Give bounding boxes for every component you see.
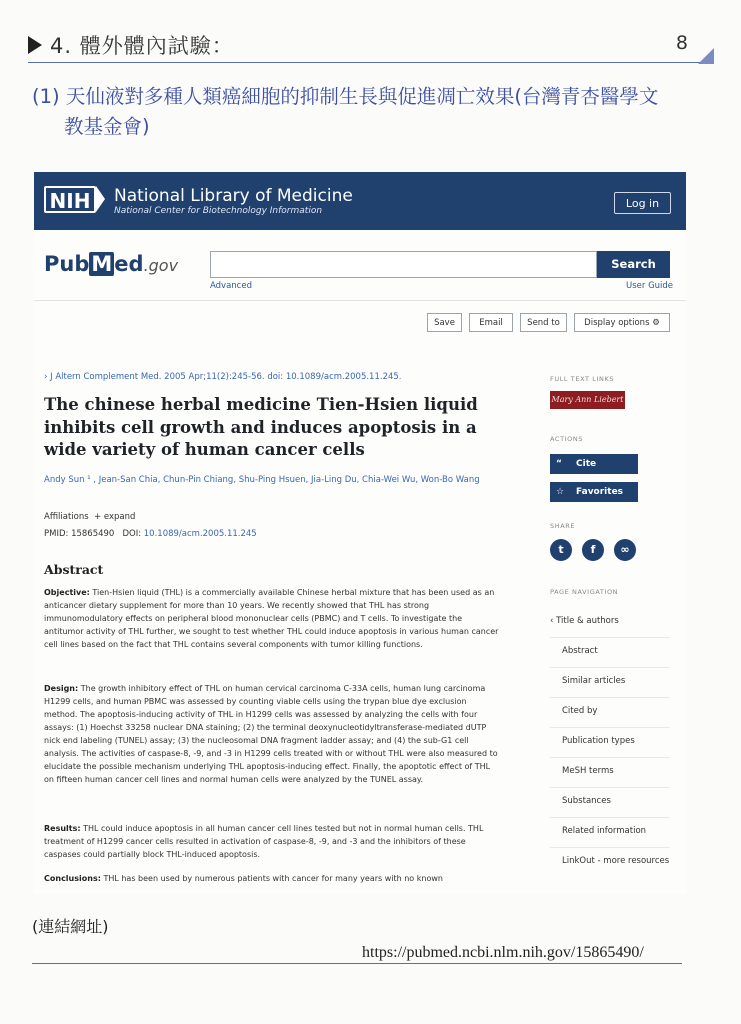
pubmed-logo[interactable] <box>44 252 178 276</box>
pmid: PMID: 15865490 <box>44 529 115 539</box>
nav-item-label: Publication types <box>562 736 635 746</box>
send-to-button[interactable]: Send to <box>520 313 567 332</box>
objective-text: Tien-Hsien liquid (THL) is a commercially available Chinese herbal mixture that has been used as an anticancer dietary supplement for more than 10 years. We recently showed that THL has strong immunomodulatory effects on peripheral blood mononuclear cells (PBMC) and T cells. To investigate the antitumor activity of THL further, we sought to test whether THL could induce apoptosis in various human cancer cell lines based on the fact that THL contains several components with tumor killing functions. <box>44 588 499 649</box>
header-corner-decoration <box>698 48 714 64</box>
nav-item-linkout[interactable] <box>550 848 670 888</box>
design-label: Design: <box>44 684 79 693</box>
results-text: THL could induce apoptosis in all human cancer cell lines tested but not in normal human cells. THL treatment of H1299 cancer cells resulted in activation of caspase-8, -9, and -3 and the inhibitors of these caspases could partially block THL-induced apoptosis. <box>44 824 484 859</box>
abstract-objective <box>44 586 502 651</box>
conclusions-label: Conclusions: <box>44 874 101 883</box>
quote-icon: “ <box>556 459 562 469</box>
pubmed-logo-ed: ed <box>114 252 144 276</box>
gear-icon: ⚙ <box>652 318 660 328</box>
footer-divider <box>32 963 682 964</box>
affiliations-label: Affiliations <box>44 512 89 522</box>
conclusions-text: THL has been used by numerous patients with cancer for many years with no known <box>103 874 443 883</box>
pubmed-logo-gov: .gov <box>143 256 179 275</box>
share-label: SHARE <box>550 522 576 530</box>
pubmed-screenshot <box>34 172 686 894</box>
search-button[interactable]: Search <box>597 251 670 278</box>
nav-item-abstract[interactable] <box>550 638 670 668</box>
journal-citation-text: J Altern Complement Med. 2005 Apr;11(2):245-56. doi: 10.1089/acm.2005.11.245. <box>50 372 402 382</box>
favorites-label: Favorites <box>576 487 624 497</box>
advanced-search-link[interactable]: Advanced <box>210 281 252 291</box>
nav-item-label: Title & authors <box>556 616 619 626</box>
nih-logo[interactable]: NIH <box>44 186 96 213</box>
nav-item-publication-types[interactable] <box>550 728 670 758</box>
expand-affiliations-link[interactable]: + expand <box>94 512 136 522</box>
cite-label: Cite <box>576 459 597 469</box>
chevron-right-icon: › <box>44 372 48 382</box>
search-input[interactable] <box>210 251 597 278</box>
page-navigation <box>550 608 670 888</box>
page-navigation-label: PAGE NAVIGATION <box>550 588 619 596</box>
results-label: Results: <box>44 824 81 833</box>
email-button[interactable]: Email <box>469 313 513 332</box>
save-button[interactable]: Save <box>427 313 462 332</box>
divider <box>34 300 686 301</box>
display-options-button[interactable] <box>574 313 670 332</box>
nav-item-label: MeSH terms <box>562 766 614 776</box>
nih-logo-arrow-icon <box>96 186 105 212</box>
cite-button[interactable] <box>550 454 638 474</box>
nav-item-cited-by[interactable] <box>550 698 670 728</box>
author-list[interactable]: Andy Sun ¹ , Jean-San Chia, Chun-Pin Chiang, Shu-Ping Hsuen, Jia-Ling Du, Chia-Wei Wu, Won-Bo Wang <box>44 475 480 485</box>
login-button[interactable]: Log in <box>614 192 671 214</box>
subtitle-line-1: (1) 天仙液對多種人類癌細胞的抑制生長與促進凋亡效果(台灣青杏醫學文 <box>32 85 659 108</box>
user-guide-link[interactable]: User Guide <box>626 281 674 291</box>
nav-item-label: Cited by <box>562 706 598 716</box>
objective-label: Objective: <box>44 588 90 597</box>
nav-item-similar-articles[interactable] <box>550 668 670 698</box>
journal-citation[interactable] <box>44 372 402 382</box>
doi-label: DOI: <box>122 529 144 539</box>
publisher-full-text-link[interactable]: Mary Ann Liebert <box>550 391 625 409</box>
source-url[interactable]: https://pubmed.ncbi.nlm.nih.gov/15865490/ <box>362 944 644 961</box>
nav-item-label: Similar articles <box>562 676 626 686</box>
doi-link[interactable]: 10.1089/acm.2005.11.245 <box>143 529 257 539</box>
page-header <box>28 30 714 64</box>
article-title: The chinese herbal medicine Tien-Hsien liquid inhibits cell growth and induces apoptosis in a wide variety of human cancer cells <box>44 395 478 459</box>
nav-item-title-authors[interactable] <box>550 608 670 638</box>
nav-item-substances[interactable] <box>550 788 670 818</box>
nav-item-label: Substances <box>562 796 611 806</box>
abstract-design <box>44 682 502 786</box>
chevron-left-icon: ‹ <box>550 616 554 626</box>
link-icon[interactable]: ∞ <box>614 539 636 561</box>
nav-item-mesh-terms[interactable] <box>550 758 670 788</box>
triangle-bullet-icon <box>28 36 42 54</box>
nav-item-related-information[interactable] <box>550 818 670 848</box>
pubmed-logo-pub: Pub <box>44 252 90 276</box>
link-label: (連結網址) <box>32 917 109 936</box>
star-icon: ☆ <box>556 487 565 497</box>
subtitle-line-2: 教基金會) <box>64 115 150 138</box>
abstract-results <box>44 822 502 861</box>
design-text: The growth inhibitory effect of THL on human cervical carcinoma C-33A cells, human lung carcinoma H1299 cells, and human PBMC was assessed by counting viable cells using the trypan blue dye exclusion method. The apoptosis-inducing activity of THL in H1299 cells was assessed by analyzing the cells with four assays: (1) Hoechst 33258 nuclear DNA staining; (2) the terminal deoxynucleotidyltransferase-mediated dUTP nick end labeling (TUNEL) assay; (3) the nucleosomal DNA fragment ladder assay; and (4) the sub-G1 cell analysis. The activities of caspase-8, -9, and -3 in H1299 cells treated with or without THL were also measured to elucidate the possible mechanism underlying THL apoptosis-inducing effect. Finally, the apoptotic effect of THL on fifteen human cancer cell lines and normal human cells were analyzed by the TUNEL assay. <box>44 684 498 784</box>
header-divider <box>28 62 714 63</box>
subsection-title <box>32 82 692 142</box>
twitter-icon[interactable]: t <box>550 539 572 561</box>
affiliations <box>44 512 135 522</box>
ncbi-subtitle: National Center for Biotechnology Information <box>114 206 323 216</box>
nav-item-label: Related information <box>562 826 647 836</box>
nlm-title[interactable]: National Library of Medicine <box>114 186 353 206</box>
page-number: 8 <box>675 32 688 54</box>
full-text-links-label: FULL TEXT LINKS <box>550 375 615 383</box>
pubmed-logo-m: M <box>91 252 113 276</box>
display-options-label: Display options <box>584 318 650 328</box>
section-title: 4. 體外體內試驗： <box>50 34 234 58</box>
favorites-button[interactable] <box>550 482 638 502</box>
ncbi-header-bar <box>34 172 686 230</box>
nav-item-label: LinkOut - more resources <box>562 856 670 866</box>
identifiers <box>44 529 257 539</box>
abstract-heading: Abstract <box>44 562 104 577</box>
abstract-conclusions <box>44 872 502 885</box>
facebook-icon[interactable]: f <box>582 539 604 561</box>
actions-label: ACTIONS <box>550 435 584 443</box>
nav-item-label: Abstract <box>562 646 598 656</box>
